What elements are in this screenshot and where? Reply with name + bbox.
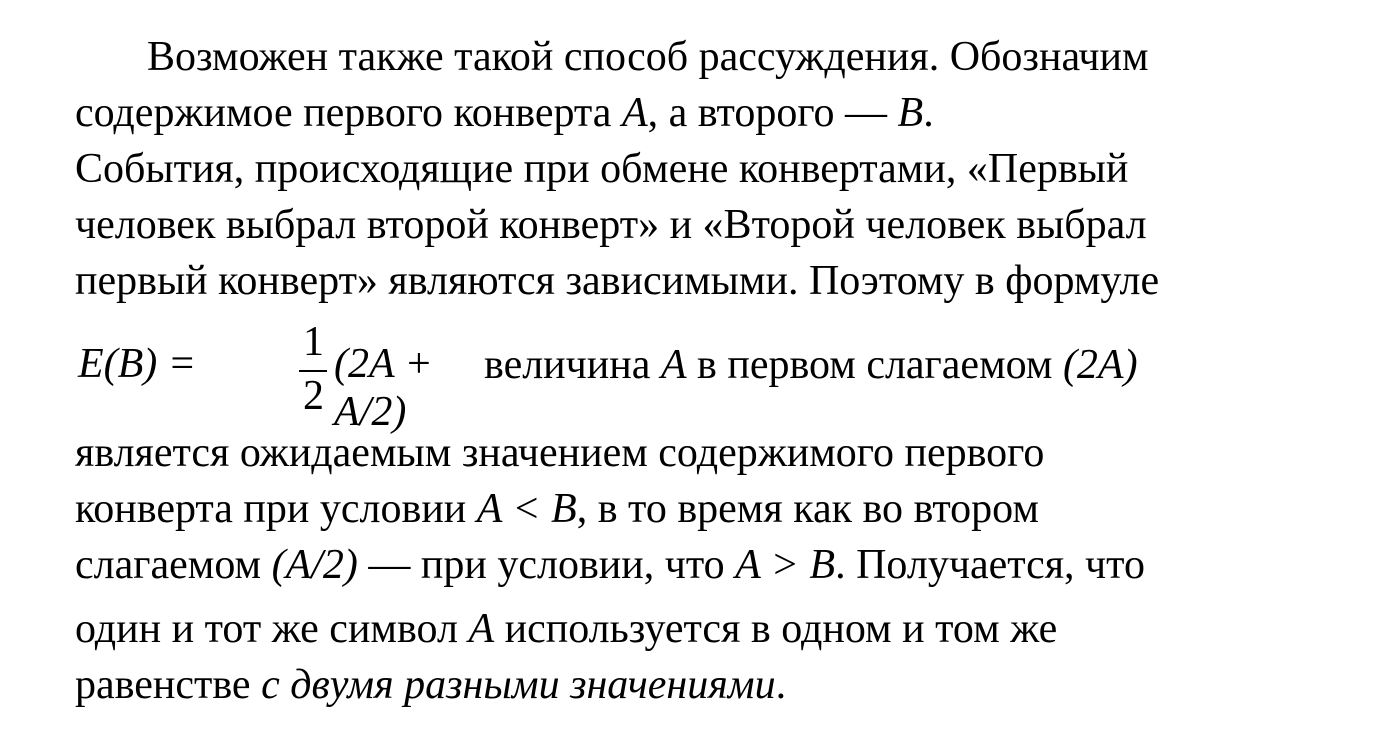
math-expression-a-half: (A/2) bbox=[271, 542, 358, 588]
text-segment: человек выбрал второй конверт» и «Второй человек выбрал bbox=[75, 202, 1147, 248]
paragraph-line-5 bbox=[75, 256, 1159, 306]
math-variable-b: B bbox=[897, 90, 924, 136]
emphasis-text: с двумя разными значениями bbox=[261, 662, 776, 708]
text-segment: равенстве bbox=[75, 662, 262, 708]
expectation-formula bbox=[78, 318, 478, 435]
text-segment: содержимое первого конверта bbox=[75, 90, 622, 136]
math-condition-a-less-b: A < B bbox=[476, 486, 577, 532]
math-variable-a: A bbox=[621, 90, 648, 136]
paragraph-line-10 bbox=[75, 604, 1057, 654]
paragraph-line-2 bbox=[75, 88, 934, 138]
text-segment: используется в одном и том же bbox=[494, 606, 1058, 652]
text-segment: Возможен также такой способ рассуждения. Обозначим bbox=[147, 34, 1149, 80]
paragraph-line-7 bbox=[75, 428, 1044, 478]
paragraph-line-3 bbox=[75, 144, 1128, 194]
text-segment: слагаемом bbox=[75, 542, 272, 588]
text-segment: первый конверт» являются зависимыми. Поэтому в формуле bbox=[75, 258, 1160, 304]
text-segment: величина bbox=[484, 342, 661, 388]
text-segment: — при условии, что bbox=[357, 542, 736, 588]
text-segment: . bbox=[923, 90, 934, 136]
text-segment: . Получается, что bbox=[835, 542, 1145, 588]
fraction-denominator: 2 bbox=[303, 373, 324, 419]
text-segment: в первом слагаемом bbox=[686, 342, 1063, 388]
formula-rhs: (2A + A/2) bbox=[334, 341, 433, 435]
paragraph-line-8 bbox=[75, 484, 1039, 534]
text-segment: конверта при условии bbox=[75, 486, 477, 532]
text-segment: один и тот же символ bbox=[75, 606, 469, 652]
formula-lhs: E(B) = bbox=[78, 341, 197, 387]
paragraph-line-6 bbox=[484, 340, 1138, 390]
math-condition-a-greater-b: A > B bbox=[735, 542, 836, 588]
text-segment: События, происходящие при обмене конвертами, «Первый bbox=[75, 146, 1129, 192]
math-variable-a: A bbox=[660, 342, 687, 388]
paragraph-line-9 bbox=[75, 540, 1145, 590]
text-segment: , в то время как во втором bbox=[576, 486, 1039, 532]
text-segment: . bbox=[775, 662, 787, 708]
text-segment: является ожидаемым значением содержимого первого bbox=[75, 430, 1045, 476]
text-segment: , а второго — bbox=[647, 90, 898, 136]
paragraph-line-4 bbox=[75, 200, 1147, 250]
fraction-numerator: 1 bbox=[303, 319, 324, 365]
math-variable-a: A bbox=[468, 606, 495, 652]
paragraph-line-11 bbox=[75, 660, 786, 710]
math-expression-2a: (2A) bbox=[1062, 342, 1138, 388]
paragraph-line-1 bbox=[147, 32, 1149, 82]
